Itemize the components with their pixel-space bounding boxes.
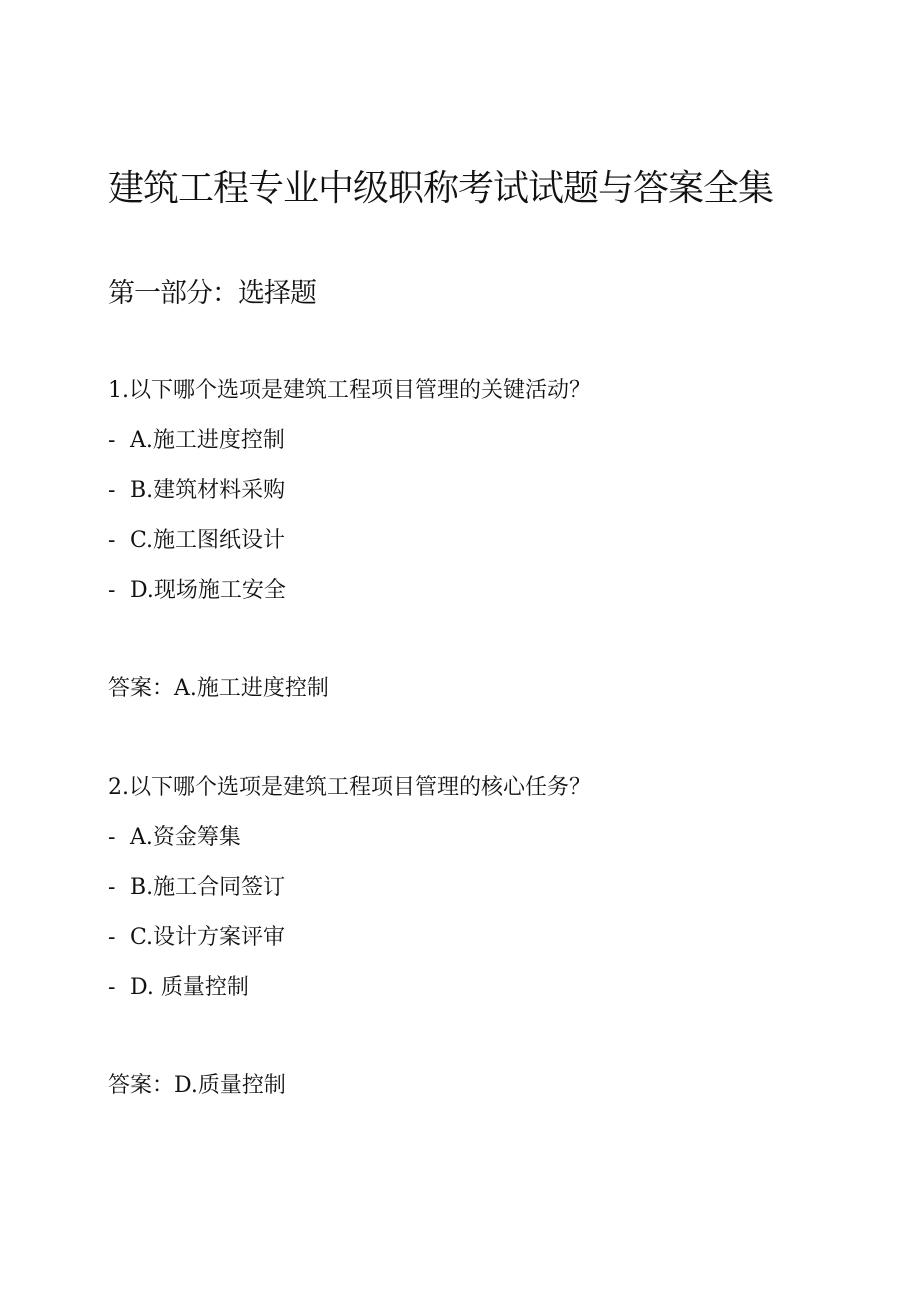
spacer <box>108 1021 888 1069</box>
option-d <box>108 574 888 624</box>
option-label: C.施工图纸设计 <box>130 528 286 553</box>
question-2 <box>108 771 888 1103</box>
answer-text: 答案：A.施工进度控制 <box>108 676 329 701</box>
option-b <box>108 474 888 524</box>
document-title: 建筑工程专业中级职称考试试题与答案全集 <box>108 168 774 209</box>
option-bullet: - <box>108 925 116 950</box>
option-b <box>108 871 888 921</box>
option-bullet: - <box>108 478 116 503</box>
question-1 <box>108 374 888 706</box>
section-heading: 第一部分：选择题 <box>108 278 316 309</box>
question-text: 1.以下哪个选项是建筑工程项目管理的关键活动？ <box>108 378 591 403</box>
question-text: 2.以下哪个选项是建筑工程项目管理的核心任务？ <box>108 775 591 800</box>
option-label: C.设计方案评审 <box>130 925 286 950</box>
answer-text: 答案：D.质量控制 <box>108 1073 286 1098</box>
option-bullet: - <box>108 825 116 850</box>
option-label: A.资金筹集 <box>130 825 241 850</box>
option-a <box>108 821 888 871</box>
option-bullet: - <box>108 875 116 900</box>
option-c <box>108 921 888 971</box>
option-label: B.施工合同签订 <box>130 875 286 900</box>
option-label: D. 质量控制 <box>130 975 249 1000</box>
option-label: B.建筑材料采购 <box>130 478 286 503</box>
option-label: D.现场施工安全 <box>130 578 286 603</box>
option-bullet: - <box>108 528 116 553</box>
option-bullet: - <box>108 975 116 1000</box>
option-d <box>108 971 888 1021</box>
option-bullet: - <box>108 578 116 603</box>
option-c <box>108 524 888 574</box>
spacer <box>108 624 888 672</box>
option-a <box>108 424 888 474</box>
option-bullet: - <box>108 428 116 453</box>
option-label: A.施工进度控制 <box>130 428 285 453</box>
